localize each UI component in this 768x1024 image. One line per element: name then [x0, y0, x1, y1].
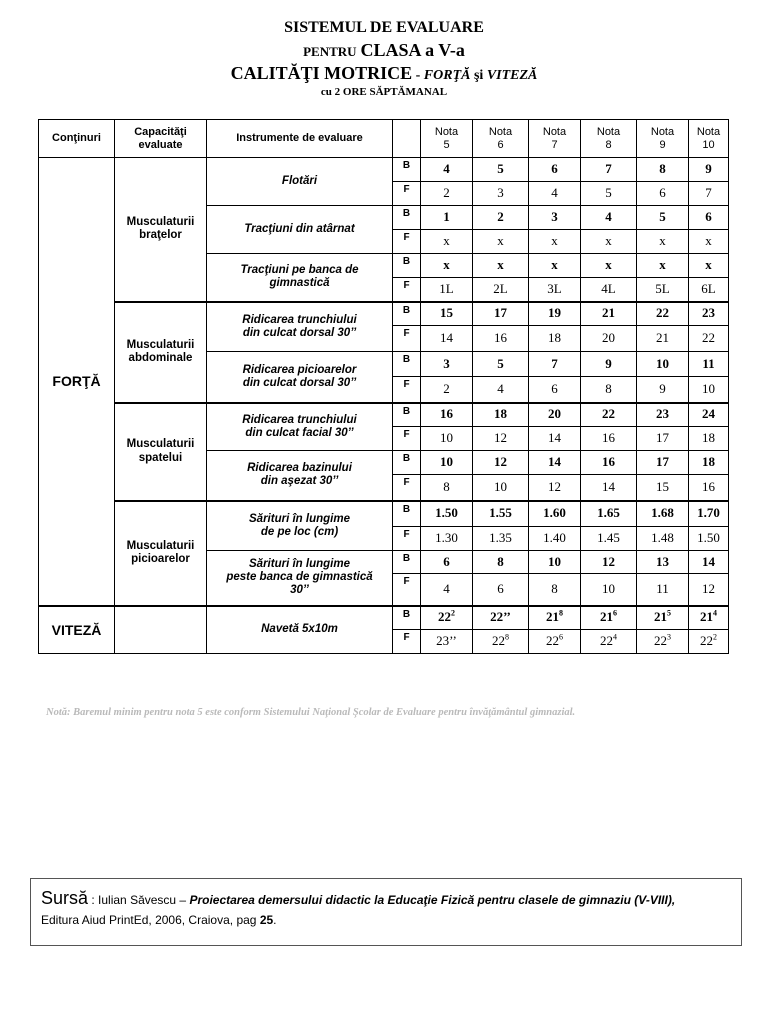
nota-grade: 7 — [551, 138, 558, 151]
value-f-nota-6: 6 — [473, 574, 529, 606]
value-f-nota-7: x — [529, 230, 581, 254]
value-f-nota-6 — [473, 630, 529, 654]
value-b-nota-10: 18 — [689, 451, 729, 475]
group-label-line1: Musculaturii — [126, 539, 195, 552]
gender-label-f: F — [393, 427, 421, 451]
value-b-nota-10: x — [689, 254, 729, 278]
group-label-line2: spatelui — [138, 451, 183, 464]
value-f-nota-5: 1L — [421, 278, 473, 302]
value-b-nota-8: 22 — [581, 403, 637, 427]
value-b-nota-5: 1 — [421, 206, 473, 230]
value-f-nota-10 — [689, 630, 729, 654]
gender-label-b: B — [393, 606, 421, 630]
source-title: Proiectarea demersului didactic la Educaţie Fizică pentru clasele de gimnaziu — [189, 893, 635, 907]
value-main: 21 — [654, 609, 667, 625]
value-b-nota-10: 6 — [689, 206, 729, 230]
value-b-nota-6: 2 — [473, 206, 529, 230]
value-f-nota-5: 1.30 — [421, 527, 473, 551]
source-box — [30, 878, 742, 946]
value-f-nota-8: 8 — [581, 377, 637, 403]
value-b-nota-7: 10 — [529, 551, 581, 574]
value-b-nota-10: 1.70 — [689, 501, 729, 527]
value-f-nota-8 — [581, 630, 637, 654]
value-main: 22 — [438, 609, 451, 625]
value-b-nota-7: 20 — [529, 403, 581, 427]
nota-label: Nota — [434, 125, 459, 138]
value-b-nota-9: x — [637, 254, 689, 278]
value-f-nota-10: 7 — [689, 182, 729, 206]
value-f-nota-10: 6L — [689, 278, 729, 302]
value-main: 22 — [600, 633, 613, 649]
value-b-nota-9: 8 — [637, 158, 689, 182]
value-b-nota-6 — [473, 606, 529, 630]
nota-grade: 8 — [605, 138, 612, 151]
value-b-nota-9: 10 — [637, 352, 689, 377]
value-f-nota-7 — [529, 630, 581, 654]
exercise-name — [207, 451, 393, 501]
title-line-1: SISTEMUL DE EVALUARE — [284, 19, 484, 36]
header-nota-8 — [581, 120, 637, 158]
value-f-nota-10: 12 — [689, 574, 729, 606]
category-forta: FORŢĂ — [39, 158, 115, 606]
value-b-nota-8: 12 — [581, 551, 637, 574]
gender-label-f: F — [393, 475, 421, 501]
value-f-nota-8: 5 — [581, 182, 637, 206]
value-superscript: 4 — [713, 608, 717, 618]
header-continut: Conţinuri — [39, 120, 115, 158]
header-capacitati-line1: Capacităţi — [134, 125, 187, 138]
value-b-nota-6: 12 — [473, 451, 529, 475]
title-line-4: cu 2 ORE SĂPTĂMANAL — [320, 86, 448, 98]
nota-grade: 5 — [443, 138, 450, 151]
value-f-nota-6: 3 — [473, 182, 529, 206]
value-f-nota-8: 16 — [581, 427, 637, 451]
group-label-line2: abdominale — [128, 352, 193, 364]
value-f-nota-7: 1.40 — [529, 527, 581, 551]
source-page: 25 — [259, 913, 274, 927]
group-label-line2: picioarelor — [131, 553, 190, 565]
title-calitati: CALITĂŢI MOTRICE — [230, 63, 413, 83]
value-f-nota-7: 12 — [529, 475, 581, 501]
group-label-line1: Musculaturii — [126, 216, 195, 229]
exercise-name — [207, 403, 393, 451]
header-nota-5 — [421, 120, 473, 158]
gender-label-f: F — [393, 230, 421, 254]
value-main: 22 — [546, 633, 559, 649]
footnote: Notă: Baremul minim pentru nota 5 este conform Sistemului Naţional Şcolar de Evaluare pentru învăţământul gimnazial. — [46, 707, 576, 718]
header-instrumente: Instrumente de evaluare — [207, 120, 393, 158]
value-b-nota-9: 13 — [637, 551, 689, 574]
value-b-nota-6: 1.55 — [473, 501, 529, 527]
value-b-nota-5: 10 — [421, 451, 473, 475]
value-f-nota-5: 10 — [421, 427, 473, 451]
gender-label-f: F — [393, 574, 421, 606]
source-line-1 — [41, 888, 731, 909]
nota-label: Nota — [542, 125, 567, 138]
exercise-name-line-1: Sărituri în lungime — [249, 557, 350, 570]
source-author: Iulian Săvescu – — [98, 893, 190, 907]
value-b-nota-8: 16 — [581, 451, 637, 475]
group-empty — [115, 606, 207, 654]
value-main: 21 — [546, 609, 559, 625]
title-forta: FORŢĂ — [423, 68, 471, 83]
group-label — [115, 158, 207, 302]
value-f-nota-8: 14 — [581, 475, 637, 501]
value-f-nota-7: 6 — [529, 377, 581, 403]
header-blank — [393, 120, 421, 158]
value-b-nota-8: 21 — [581, 302, 637, 326]
value-f-nota-9 — [637, 630, 689, 654]
exercise-name-line-3: 30’’ — [290, 584, 309, 597]
value-f-nota-8: 20 — [581, 326, 637, 352]
value-main: 21 — [600, 609, 613, 625]
value-f-nota-10: x — [689, 230, 729, 254]
exercise-name-line-2: din aşezat 30’’ — [260, 475, 339, 488]
group-label-line1: Musculaturii — [126, 438, 195, 451]
value-b-nota-7: x — [529, 254, 581, 278]
value-b-nota-9: 5 — [637, 206, 689, 230]
value-b-nota-10 — [689, 606, 729, 630]
exercise-name — [207, 206, 393, 254]
value-b-nota-6: 8 — [473, 551, 529, 574]
value-b-nota-6: x — [473, 254, 529, 278]
value-b-nota-9: 22 — [637, 302, 689, 326]
value-superscript: 2 — [451, 608, 455, 618]
value-b-nota-10: 9 — [689, 158, 729, 182]
header-nota-9 — [637, 120, 689, 158]
value-f-nota-7: 18 — [529, 326, 581, 352]
gender-label-f: F — [393, 377, 421, 403]
value-superscript: 2 — [713, 632, 717, 642]
title-viteza: VITEZĂ — [486, 68, 538, 83]
value-f-nota-6: 12 — [473, 427, 529, 451]
source-classes: (V-VIII), — [634, 893, 676, 907]
nota-label: Nota — [696, 125, 721, 138]
value-f-nota-5 — [421, 630, 473, 654]
title-line-2-class: CLASA a V-a — [360, 40, 465, 60]
source-sep: : — [88, 893, 99, 907]
exercise-name — [207, 302, 393, 352]
value-b-nota-8: 4 — [581, 206, 637, 230]
value-f-nota-9: 11 — [637, 574, 689, 606]
gender-label-b: B — [393, 206, 421, 230]
header-nota-7 — [529, 120, 581, 158]
category-viteza: VITEZĂ — [39, 606, 115, 654]
source-publisher: Editura Aiud PrintEd, 2006, Craiova, pag — [41, 913, 260, 927]
value-f-nota-10: 18 — [689, 427, 729, 451]
value-b-nota-6: 17 — [473, 302, 529, 326]
title-and: şi — [470, 68, 487, 83]
value-b-nota-8: x — [581, 254, 637, 278]
value-b-nota-9 — [637, 606, 689, 630]
source-label: Sursă — [41, 888, 89, 908]
value-f-nota-9: 21 — [637, 326, 689, 352]
header-capacitati — [115, 120, 207, 158]
gender-label-b: B — [393, 451, 421, 475]
value-b-nota-5 — [421, 606, 473, 630]
exercise-name-line-1: Sărituri în lungime — [249, 512, 350, 525]
value-b-nota-7: 6 — [529, 158, 581, 182]
gender-label-f: F — [393, 527, 421, 551]
exercise-name-line-1: Navetă 5x10m — [261, 623, 338, 636]
exercise-name-line-1: Ridicarea bazinului — [247, 462, 352, 475]
value-f-nota-5: 8 — [421, 475, 473, 501]
exercise-name-line-1: Tracţiuni din atârnat — [244, 222, 355, 235]
value-f-nota-9: 9 — [637, 377, 689, 403]
value-f-nota-10: 22 — [689, 326, 729, 352]
value-superscript: 5 — [667, 608, 671, 618]
title-line-2 — [0, 40, 768, 61]
title-dash: - — [412, 68, 424, 83]
value-f-nota-5: 14 — [421, 326, 473, 352]
exercise-name-line-2: gimnastică — [269, 277, 330, 290]
value-main: 22 — [492, 633, 505, 649]
value-f-nota-7: 14 — [529, 427, 581, 451]
gender-label-b: B — [393, 158, 421, 182]
value-superscript: 8 — [505, 632, 509, 642]
value-f-nota-9: x — [637, 230, 689, 254]
value-f-nota-6: 16 — [473, 326, 529, 352]
value-b-nota-6: 18 — [473, 403, 529, 427]
value-f-nota-8: 4L — [581, 278, 637, 302]
value-f-nota-6: x — [473, 230, 529, 254]
value-f-nota-6: 2L — [473, 278, 529, 302]
group-label — [115, 403, 207, 501]
gender-label-f: F — [393, 326, 421, 352]
value-f-nota-5: 2 — [421, 377, 473, 403]
value-b-nota-7: 7 — [529, 352, 581, 377]
value-b-nota-9: 17 — [637, 451, 689, 475]
value-b-nota-7: 19 — [529, 302, 581, 326]
value-b-nota-5: 4 — [421, 158, 473, 182]
group-label — [115, 302, 207, 403]
value-superscript: 8 — [559, 608, 563, 618]
value-f-nota-10: 16 — [689, 475, 729, 501]
gender-label-b: B — [393, 551, 421, 574]
value-b-nota-8 — [581, 606, 637, 630]
value-f-nota-7: 3L — [529, 278, 581, 302]
header-nota-6 — [473, 120, 529, 158]
value-main: 22 — [654, 633, 667, 649]
value-b-nota-7: 14 — [529, 451, 581, 475]
value-b-nota-10: 11 — [689, 352, 729, 377]
header-nota-10 — [689, 120, 729, 158]
header-capacitati-line2: evaluate — [138, 138, 183, 151]
title-line-2-prefix: PENTRU — [303, 44, 357, 59]
value-b-nota-5: 15 — [421, 302, 473, 326]
value-superscript: 3 — [667, 632, 671, 642]
value-b-nota-6: 5 — [473, 158, 529, 182]
exercise-name-line-1: Ridicarea picioarelor — [242, 363, 357, 376]
table-row — [39, 158, 729, 182]
value-f-nota-7: 8 — [529, 574, 581, 606]
value-b-nota-10: 24 — [689, 403, 729, 427]
value-b-nota-7: 3 — [529, 206, 581, 230]
value-b-nota-5: 3 — [421, 352, 473, 377]
value-main: 23’’ — [436, 633, 457, 649]
value-main: 22 — [700, 633, 713, 649]
value-f-nota-9: 1.48 — [637, 527, 689, 551]
exercise-name-line-2: de pe loc (cm) — [260, 525, 339, 538]
table-row — [39, 606, 729, 630]
exercise-name-line-2: din culcat dorsal 30’’ — [242, 326, 357, 339]
source-end: . — [273, 913, 277, 927]
value-b-nota-8: 9 — [581, 352, 637, 377]
table-row — [39, 403, 729, 427]
exercise-name-line-1: Ridicarea trunchiului — [242, 313, 357, 326]
value-f-nota-6: 10 — [473, 475, 529, 501]
value-b-nota-9: 1.68 — [637, 501, 689, 527]
gender-label-f: F — [393, 182, 421, 206]
value-main: 22’’ — [490, 609, 511, 625]
exercise-name — [207, 158, 393, 206]
value-b-nota-7: 1.60 — [529, 501, 581, 527]
nota-grade: 10 — [702, 138, 715, 151]
value-b-nota-5: 16 — [421, 403, 473, 427]
exercise-name — [207, 501, 393, 551]
value-f-nota-5: x — [421, 230, 473, 254]
exercise-name-line-1: Ridicarea trunchiului — [242, 413, 357, 426]
gender-label-f: F — [393, 630, 421, 654]
value-b-nota-10: 23 — [689, 302, 729, 326]
value-f-nota-8: x — [581, 230, 637, 254]
value-b-nota-9: 23 — [637, 403, 689, 427]
gender-label-b: B — [393, 254, 421, 278]
evaluation-table — [38, 119, 729, 654]
value-f-nota-6: 4 — [473, 377, 529, 403]
nota-grade: 9 — [659, 138, 666, 151]
value-superscript: 6 — [559, 632, 563, 642]
exercise-name — [207, 606, 393, 654]
nota-label: Nota — [596, 125, 621, 138]
gender-label-f: F — [393, 278, 421, 302]
value-f-nota-9: 17 — [637, 427, 689, 451]
value-superscript: 4 — [613, 632, 617, 642]
exercise-name — [207, 352, 393, 403]
exercise-name-line-2: din culcat dorsal 30’’ — [242, 376, 357, 389]
group-label-line1: Musculaturii — [126, 338, 195, 351]
value-f-nota-10: 10 — [689, 377, 729, 403]
value-b-nota-8: 7 — [581, 158, 637, 182]
gender-label-b: B — [393, 302, 421, 326]
value-f-nota-9: 5L — [637, 278, 689, 302]
exercise-name-line-2: peste banca de gimnastică — [226, 571, 373, 584]
value-f-nota-8: 10 — [581, 574, 637, 606]
gender-label-b: B — [393, 501, 421, 527]
value-f-nota-10: 1.50 — [689, 527, 729, 551]
nota-grade: 6 — [497, 138, 504, 151]
value-b-nota-5: 6 — [421, 551, 473, 574]
value-b-nota-5: 1.50 — [421, 501, 473, 527]
exercise-name-line-1: Flotări — [281, 174, 318, 187]
value-f-nota-7: 4 — [529, 182, 581, 206]
value-b-nota-8: 1.65 — [581, 501, 637, 527]
value-f-nota-5: 2 — [421, 182, 473, 206]
table-row — [39, 302, 729, 326]
value-main: 21 — [700, 609, 713, 625]
group-label — [115, 501, 207, 606]
nota-label: Nota — [650, 125, 675, 138]
value-b-nota-7 — [529, 606, 581, 630]
exercise-name — [207, 254, 393, 302]
nota-label: Nota — [488, 125, 513, 138]
value-f-nota-8: 1.45 — [581, 527, 637, 551]
exercise-name — [207, 551, 393, 606]
value-superscript: 6 — [613, 608, 617, 618]
value-f-nota-6: 1.35 — [473, 527, 529, 551]
value-b-nota-5: x — [421, 254, 473, 278]
source-line-2 — [41, 913, 731, 927]
value-f-nota-9: 6 — [637, 182, 689, 206]
value-f-nota-5: 4 — [421, 574, 473, 606]
exercise-name-line-2: din culcat facial 30’’ — [245, 426, 354, 439]
group-label-line2: braţelor — [139, 229, 182, 242]
title-line-3 — [0, 63, 768, 84]
value-f-nota-9: 15 — [637, 475, 689, 501]
gender-label-b: B — [393, 352, 421, 377]
exercise-name-line-1: Tracţiuni pe banca de — [240, 264, 359, 277]
value-b-nota-6: 5 — [473, 352, 529, 377]
value-b-nota-10: 14 — [689, 551, 729, 574]
gender-label-b: B — [393, 403, 421, 427]
table-row — [39, 501, 729, 527]
